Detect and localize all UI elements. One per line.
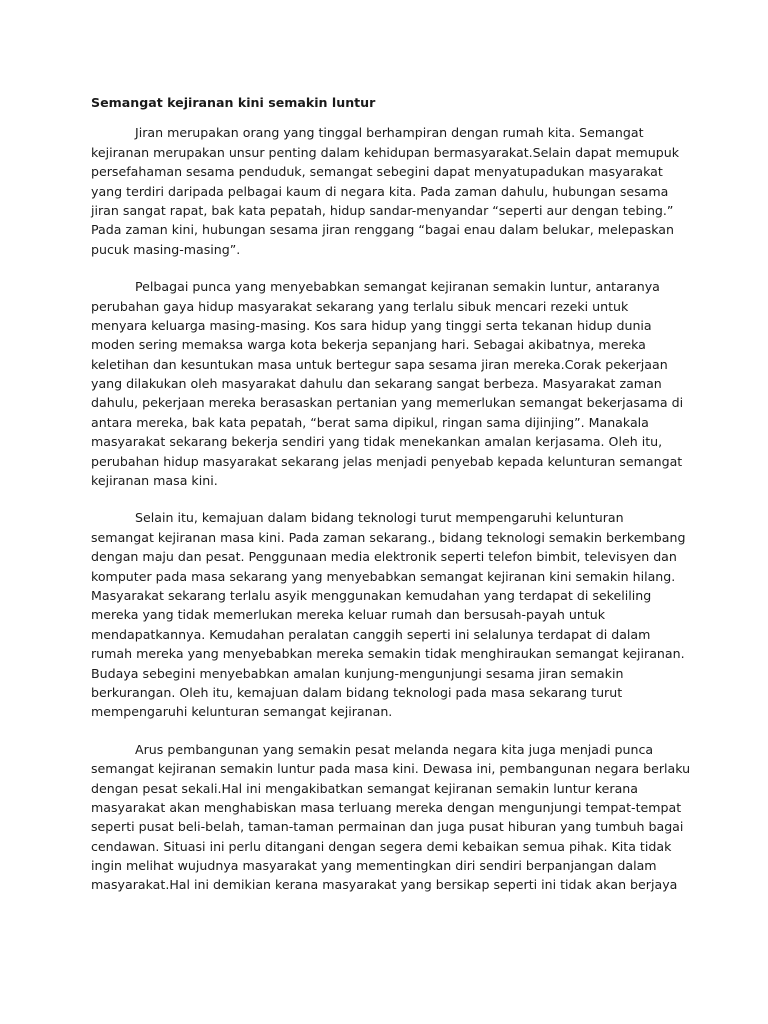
text-line: yang terdiri daripada pelbagai kaum di negara kita. Pada zaman dahulu, hubungan sesama — [91, 183, 669, 199]
text-line: kejiranan merupakan unsur penting dalam kehidupan bermasyarakat.Selain dapat memupuk — [91, 144, 679, 160]
text-line: dengan maju dan pesat. Penggunaan media elektronik seperti telefon bimbit, televisyen dan — [91, 549, 677, 565]
text-line: Pelbagai punca yang menyebabkan semangat kejiranan semakin luntur, antaranya — [135, 279, 660, 295]
text-line: Selain itu, kemajuan dalam bidang teknologi turut mempengaruhi kelunturan — [135, 510, 624, 526]
text-line: masyarakat akan menghabiskan masa terluang mereka dengan mengunjungi tempat-tempat — [91, 799, 682, 815]
paragraph — [91, 508, 687, 721]
text-line: dengan pesat sekali.Hal ini mengakibatkan semangat kejiranan semakin luntur kerana — [91, 780, 638, 796]
text-line: masyarakat sekarang bekerja sendiri yang tidak menekankan amalan kerjasama. Oleh itu, — [91, 434, 663, 450]
text-line: Jiran merupakan orang yang tinggal berhampiran dengan rumah kita. Semangat — [135, 125, 644, 141]
text-line: berkurangan. Oleh itu, kemajuan dalam bidang teknologi pada masa sekarang turut — [91, 684, 623, 700]
text-line: keletihan dan kesuntukan masa untuk bertegur sapa sesama jiran mereka.Corak pekerjaan — [91, 356, 668, 372]
text-line: semangat kejiranan masa kini. Pada zaman sekarang., bidang teknologi semakin berkembang — [91, 529, 686, 545]
text-line: Masyarakat sekarang terlalu asyik menggunakan kemudahan yang terdapat di sekeliling — [91, 588, 652, 603]
text-line: antara mereka, bak kata pepatah, “berat sama dipikul, ringan sama dijinjing”. Manakala — [91, 414, 649, 430]
text-line: seperti pusat beli-belah, taman-taman permainan dan juga pusat hiburan yang tumbuh bagai — [91, 819, 684, 835]
text-line: moden sering memaksa warga kota bekerja sepanjang hari. Sebagai akibatnya, mereka — [91, 337, 646, 353]
text-line: persefahaman sesama penduduk, semangat sebegini dapat menyatupadukan masyarakat — [91, 164, 663, 180]
text-line: yang dilakukan oleh masyarakat dahulu dan sekarang sangat berbeza. Masyarakat zaman — [91, 376, 662, 392]
text-line: jiran sangat rapat, bak kata pepatah, hidup sandar-menyandar “seperti aur dengan tebing.” — [91, 202, 674, 218]
text-line: ingin melihat wujudnya masyarakat yang mementingkan diri sendiri berpanjangan dalam — [91, 858, 657, 874]
text-line: perubahan gaya hidup masyarakat sekarang yang terlalu sibuk mencari rezeki untuk — [91, 298, 629, 314]
text-line: Arus pembangunan yang semakin pesat melanda negara kita juga menjadi punca — [135, 741, 654, 757]
text-line: rumah mereka yang menyebabkan mereka semakin tidak menghiraukan semangat kejiranan. — [91, 646, 685, 662]
paragraph — [91, 740, 691, 895]
text-line: mereka yang tidak memerlukan mereka keluar rumah dan bersusah-payah untuk — [91, 607, 606, 623]
text-line: menyara keluarga masing-masing. Kos sara hidup yang tinggi serta tekanan hidup dunia — [91, 317, 652, 333]
paragraph — [91, 123, 687, 259]
text-line: mendapatkannya. Kemudahan peralatan canggih seperti ini selalunya terdapat di dalam — [91, 626, 651, 642]
text-line: perubahan hidup masyarakat sekarang jelas menjadi penyebab kepada kelunturan semangat — [91, 453, 683, 469]
text-line: semangat kejiranan semakin luntur pada masa kini. Dewasa ini, pembangunan negara berlaku — [91, 761, 691, 777]
text-line: pucuk masing-masing”. — [91, 241, 241, 257]
text-line: Pada zaman kini, hubungan sesama jiran renggang “bagai enau dalam belukar, melepaskan — [91, 222, 675, 238]
text-line: masyarakat.Hal ini demikian kerana masyarakat yang bersikap seperti ini tidak akan berjaya — [91, 877, 678, 893]
text-line: cendawan. Situasi ini perlu ditangani dengan segera demi kebaikan semua pihak. Kita tidak — [91, 838, 672, 854]
document-body — [91, 93, 691, 913]
text-line: Budaya sebegini menyebabkan amalan kunjung-mengunjungi sesama jiran semakin — [91, 665, 624, 681]
text-line: mempengaruhi kelunturan semangat kejiranan. — [91, 704, 393, 720]
text-line: komputer pada masa sekarang yang menyebabkan semangat kejiranan kini semakin hilang. — [91, 568, 676, 584]
paragraph — [91, 277, 687, 490]
paragraph-container — [91, 123, 691, 894]
text-line: kejiranan masa kini. — [91, 473, 218, 489]
document-title: Semangat kejiranan kini semakin luntur — [91, 95, 376, 110]
text-line: dahulu, pekerjaan mereka berasaskan pertanian yang memerlukan semangat bekerjasama di — [91, 395, 684, 411]
